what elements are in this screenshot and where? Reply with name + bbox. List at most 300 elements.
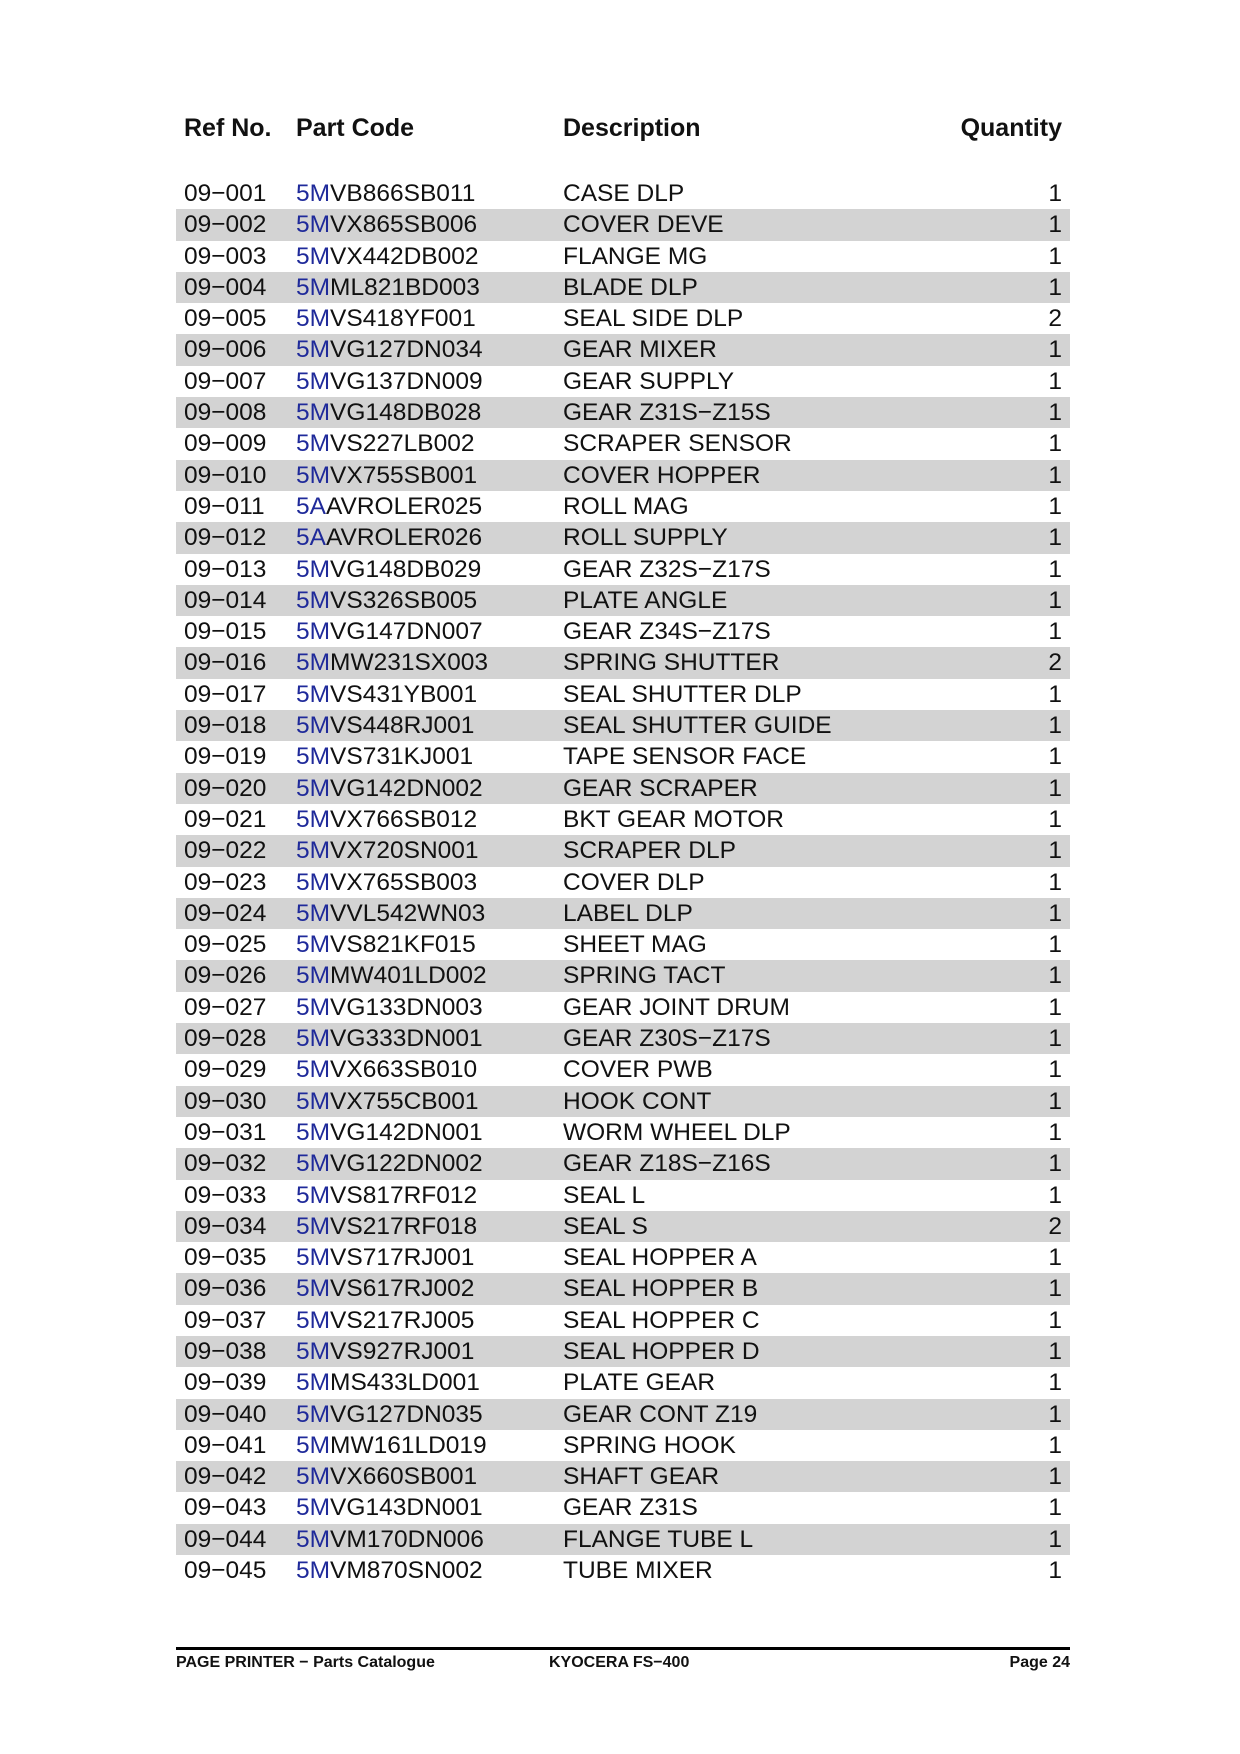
quantity-cell: 1 bbox=[1048, 1337, 1062, 1365]
part-code-cell bbox=[296, 679, 477, 710]
table-row bbox=[176, 428, 1070, 459]
header-description: Description bbox=[563, 114, 701, 142]
part-code-cell bbox=[296, 1524, 484, 1555]
ref-no-cell: 09−042 bbox=[184, 1463, 267, 1491]
table-row bbox=[176, 178, 1070, 209]
description-cell: GEAR Z31S bbox=[563, 1494, 698, 1522]
description-cell: PLATE GEAR bbox=[563, 1369, 716, 1397]
part-code-prefix: 5M bbox=[296, 430, 331, 458]
part-code-cell bbox=[296, 209, 477, 240]
part-code-prefix: 5M bbox=[296, 1494, 331, 1522]
part-code-suffix: AVROLER026 bbox=[325, 524, 483, 552]
part-code-suffix: VG137DN009 bbox=[330, 367, 483, 395]
quantity-cell: 1 bbox=[1048, 805, 1062, 833]
table-row bbox=[176, 992, 1070, 1023]
part-code-prefix: 5M bbox=[296, 837, 331, 865]
part-code-prefix: 5M bbox=[296, 1212, 331, 1240]
description-cell: SEAL HOPPER B bbox=[563, 1275, 759, 1303]
part-code-prefix: 5M bbox=[296, 1244, 331, 1272]
description-cell: GEAR Z30S−Z17S bbox=[563, 1025, 771, 1053]
part-code-suffix: VG333DN001 bbox=[330, 1025, 483, 1053]
part-code-prefix: 5M bbox=[296, 618, 331, 646]
part-code-prefix: 5A bbox=[296, 524, 326, 552]
description-cell: PLATE ANGLE bbox=[563, 586, 728, 614]
table-row bbox=[176, 1367, 1070, 1398]
part-code-cell bbox=[296, 1305, 474, 1336]
table-row bbox=[176, 585, 1070, 616]
part-code-cell bbox=[296, 1367, 480, 1398]
part-code-suffix: VS731KJ001 bbox=[330, 743, 474, 771]
quantity-cell: 1 bbox=[1048, 1369, 1062, 1397]
quantity-cell: 1 bbox=[1048, 492, 1062, 520]
part-code-cell bbox=[296, 1054, 477, 1085]
description-cell: GEAR Z18S−Z16S bbox=[563, 1150, 771, 1178]
part-code-prefix: 5M bbox=[296, 273, 331, 301]
table-row bbox=[176, 491, 1070, 522]
part-code-cell bbox=[296, 741, 473, 772]
table-row bbox=[176, 773, 1070, 804]
part-code-cell bbox=[296, 616, 483, 647]
part-code-suffix: VB866SB011 bbox=[330, 180, 476, 207]
description-cell: SHAFT GEAR bbox=[563, 1463, 720, 1491]
ref-no-cell: 09−013 bbox=[184, 555, 267, 583]
quantity-cell: 1 bbox=[1048, 336, 1062, 364]
ref-no-cell: 09−032 bbox=[184, 1150, 267, 1178]
part-code-suffix: VX765SB003 bbox=[330, 868, 478, 896]
ref-no-cell: 09−004 bbox=[184, 273, 267, 301]
part-code-prefix: 5M bbox=[296, 1525, 331, 1553]
table-row bbox=[176, 1305, 1070, 1336]
part-code-prefix: 5M bbox=[296, 1181, 331, 1209]
description-cell: COVER HOPPER bbox=[563, 461, 761, 489]
part-code-suffix: VG133DN003 bbox=[330, 993, 483, 1021]
ref-no-cell: 09−010 bbox=[184, 461, 267, 489]
part-code-suffix: MW161LD019 bbox=[330, 1431, 487, 1459]
ref-no-cell: 09−024 bbox=[184, 899, 267, 927]
part-code-prefix: 5M bbox=[296, 461, 331, 489]
description-cell: SEAL HOPPER C bbox=[563, 1306, 760, 1334]
part-code-suffix: VM170DN006 bbox=[330, 1525, 484, 1553]
part-code-prefix: 5M bbox=[296, 242, 331, 270]
part-code-cell bbox=[296, 272, 480, 303]
table-row bbox=[176, 241, 1070, 272]
ref-no-cell: 09−007 bbox=[184, 367, 267, 395]
ref-no-cell: 09−011 bbox=[184, 492, 265, 520]
quantity-cell: 1 bbox=[1048, 1400, 1062, 1428]
quantity-cell: 1 bbox=[1048, 1150, 1062, 1178]
table-row bbox=[176, 1336, 1070, 1367]
part-code-cell bbox=[296, 1461, 477, 1492]
table-row bbox=[176, 460, 1070, 491]
description-cell: ROLL SUPPLY bbox=[563, 524, 728, 552]
part-code-cell bbox=[296, 460, 477, 491]
table-row bbox=[176, 272, 1070, 303]
part-code-suffix: VS617RJ002 bbox=[330, 1275, 475, 1303]
quantity-cell: 2 bbox=[1048, 1212, 1062, 1240]
part-code-cell bbox=[296, 1148, 483, 1179]
part-code-prefix: 5M bbox=[296, 555, 331, 583]
quantity-cell: 1 bbox=[1048, 211, 1062, 239]
part-code-cell bbox=[296, 867, 477, 898]
part-code-prefix: 5M bbox=[296, 1463, 331, 1491]
table-row bbox=[176, 1461, 1070, 1492]
quantity-cell: 1 bbox=[1048, 1494, 1062, 1522]
quantity-cell: 1 bbox=[1048, 555, 1062, 583]
quantity-cell: 1 bbox=[1048, 430, 1062, 458]
part-code-suffix: MW401LD002 bbox=[330, 962, 487, 990]
part-code-prefix: 5M bbox=[296, 586, 331, 614]
table-row bbox=[176, 867, 1070, 898]
quantity-cell: 1 bbox=[1048, 618, 1062, 646]
description-cell: SCRAPER DLP bbox=[563, 837, 736, 865]
table-row bbox=[176, 397, 1070, 428]
part-code-suffix: MW231SX003 bbox=[330, 649, 489, 677]
part-code-cell bbox=[296, 366, 483, 397]
quantity-cell: 1 bbox=[1048, 1118, 1062, 1146]
part-code-suffix: VX755SB001 bbox=[330, 461, 478, 489]
ref-no-cell: 09−033 bbox=[184, 1181, 267, 1209]
part-code-suffix: VX442DB002 bbox=[330, 242, 479, 270]
part-code-prefix: 5M bbox=[296, 993, 331, 1021]
ref-no-cell: 09−019 bbox=[184, 743, 267, 771]
ref-no-cell: 09−008 bbox=[184, 399, 267, 427]
part-code-cell bbox=[296, 1273, 474, 1304]
quantity-cell: 1 bbox=[1048, 1431, 1062, 1459]
description-cell: SEAL L bbox=[563, 1181, 646, 1209]
part-code-suffix: VX865SB006 bbox=[330, 211, 478, 239]
ref-no-cell: 09−012 bbox=[184, 524, 267, 552]
quantity-cell: 1 bbox=[1048, 774, 1062, 802]
part-code-suffix: VX660SB001 bbox=[330, 1463, 478, 1491]
ref-no-cell: 09−027 bbox=[184, 993, 267, 1021]
table-row bbox=[176, 960, 1070, 991]
table-row bbox=[176, 1399, 1070, 1430]
table-row bbox=[176, 679, 1070, 710]
quantity-cell: 1 bbox=[1048, 399, 1062, 427]
part-code-cell bbox=[296, 1211, 477, 1242]
description-cell: CASE DLP bbox=[563, 180, 685, 207]
part-code-suffix: VG127DN035 bbox=[330, 1400, 483, 1428]
description-cell: SEAL SIDE DLP bbox=[563, 305, 744, 333]
description-cell: FLANGE MG bbox=[563, 242, 708, 270]
part-code-cell bbox=[296, 1242, 474, 1273]
ref-no-cell: 09−043 bbox=[184, 1494, 267, 1522]
part-code-suffix: VS418YF001 bbox=[330, 305, 476, 333]
quantity-cell: 1 bbox=[1048, 680, 1062, 708]
ref-no-cell: 09−017 bbox=[184, 680, 267, 708]
part-code-suffix: VG122DN002 bbox=[330, 1150, 483, 1178]
quantity-cell: 1 bbox=[1048, 1306, 1062, 1334]
part-code-prefix: 5M bbox=[296, 962, 331, 990]
quantity-cell: 1 bbox=[1048, 1557, 1062, 1585]
part-code-prefix: 5M bbox=[296, 649, 331, 677]
description-cell: SEAL S bbox=[563, 1212, 648, 1240]
part-code-suffix: VS217RF018 bbox=[330, 1212, 478, 1240]
table-row bbox=[176, 1211, 1070, 1242]
description-cell: GEAR SCRAPER bbox=[563, 774, 758, 802]
part-code-cell bbox=[296, 303, 476, 334]
ref-no-cell: 09−041 bbox=[184, 1431, 267, 1459]
part-code-cell bbox=[296, 960, 487, 991]
part-code-suffix: VS431YB001 bbox=[330, 680, 478, 708]
quantity-cell: 2 bbox=[1048, 305, 1062, 333]
part-code-suffix: VVL542WN03 bbox=[330, 899, 486, 927]
part-code-cell bbox=[296, 992, 483, 1023]
description-cell: SEAL SHUTTER DLP bbox=[563, 680, 802, 708]
description-cell: COVER PWB bbox=[563, 1056, 713, 1084]
part-code-suffix: VS717RJ001 bbox=[330, 1244, 475, 1272]
description-cell: FLANGE TUBE L bbox=[563, 1525, 754, 1553]
footer-rule bbox=[176, 1647, 1070, 1650]
part-code-suffix: VS927RJ001 bbox=[330, 1337, 475, 1365]
quantity-cell: 1 bbox=[1048, 461, 1062, 489]
ref-no-cell: 09−039 bbox=[184, 1369, 267, 1397]
quantity-cell: 1 bbox=[1048, 1056, 1062, 1084]
part-code-cell bbox=[296, 178, 475, 209]
ref-no-cell: 09−015 bbox=[184, 618, 267, 646]
part-code-prefix: 5M bbox=[296, 1400, 331, 1428]
header-quantity: Quantity bbox=[960, 114, 1062, 142]
description-cell: BLADE DLP bbox=[563, 273, 698, 301]
footer-model: KYOCERA FS−400 bbox=[549, 1654, 690, 1671]
quantity-cell: 1 bbox=[1048, 524, 1062, 552]
table-row bbox=[176, 1086, 1070, 1117]
description-cell: ROLL MAG bbox=[563, 492, 689, 520]
table-row bbox=[176, 1242, 1070, 1273]
ref-no-cell: 09−021 bbox=[184, 805, 267, 833]
part-code-cell bbox=[296, 554, 481, 585]
part-code-cell bbox=[296, 334, 483, 365]
description-cell: LABEL DLP bbox=[563, 899, 693, 927]
part-code-cell bbox=[296, 397, 481, 428]
quantity-cell: 1 bbox=[1048, 712, 1062, 740]
table-row bbox=[176, 929, 1070, 960]
part-code-suffix: VS326SB005 bbox=[330, 586, 478, 614]
table-row bbox=[176, 366, 1070, 397]
table-row bbox=[176, 209, 1070, 240]
ref-no-cell: 09−037 bbox=[184, 1306, 267, 1334]
quantity-cell: 1 bbox=[1048, 931, 1062, 959]
part-code-cell bbox=[296, 773, 483, 804]
part-code-prefix: 5M bbox=[296, 868, 331, 896]
table-row bbox=[176, 1023, 1070, 1054]
ref-no-cell: 09−005 bbox=[184, 305, 267, 333]
quantity-cell: 1 bbox=[1048, 1025, 1062, 1053]
part-code-cell bbox=[296, 835, 479, 866]
quantity-cell: 1 bbox=[1048, 367, 1062, 395]
quantity-cell: 2 bbox=[1048, 649, 1062, 677]
description-cell: SCRAPER SENSOR bbox=[563, 430, 792, 458]
part-code-prefix: 5M bbox=[296, 1087, 331, 1115]
part-code-cell bbox=[296, 1492, 483, 1523]
table-row bbox=[176, 1524, 1070, 1555]
part-code-prefix: 5M bbox=[296, 211, 331, 239]
part-code-cell bbox=[296, 1430, 487, 1461]
description-cell: SPRING TACT bbox=[563, 962, 726, 990]
quantity-cell: 1 bbox=[1048, 1463, 1062, 1491]
part-code-suffix: VX720SN001 bbox=[330, 837, 479, 865]
part-code-prefix: 5M bbox=[296, 1150, 331, 1178]
table-row bbox=[176, 804, 1070, 835]
table-row bbox=[176, 741, 1070, 772]
ref-no-cell: 09−045 bbox=[184, 1557, 267, 1585]
ref-no-cell: 09−029 bbox=[184, 1056, 267, 1084]
table-row bbox=[176, 1054, 1070, 1085]
description-cell: GEAR Z31S−Z15S bbox=[563, 399, 771, 427]
quantity-cell: 1 bbox=[1048, 899, 1062, 927]
part-code-suffix: VX663SB010 bbox=[330, 1056, 478, 1084]
footer-page-number: Page 24 bbox=[1009, 1654, 1070, 1671]
ref-no-cell: 09−031 bbox=[184, 1118, 267, 1146]
part-code-suffix: VG142DN001 bbox=[330, 1118, 483, 1146]
ref-no-cell: 09−025 bbox=[184, 931, 267, 959]
description-cell: BKT GEAR MOTOR bbox=[563, 805, 784, 833]
description-cell: TAPE SENSOR FACE bbox=[563, 743, 807, 771]
ref-no-cell: 09−016 bbox=[184, 649, 267, 677]
part-code-suffix: VS217RJ005 bbox=[330, 1306, 475, 1334]
description-cell: SEAL HOPPER A bbox=[563, 1244, 757, 1272]
description-cell: GEAR Z32S−Z17S bbox=[563, 555, 771, 583]
part-code-prefix: 5M bbox=[296, 1025, 331, 1053]
part-code-suffix: VS817RF012 bbox=[330, 1181, 478, 1209]
description-cell: SPRING SHUTTER bbox=[563, 649, 780, 677]
part-code-suffix: VM870SN002 bbox=[330, 1557, 483, 1585]
part-code-suffix: VX755CB001 bbox=[330, 1087, 479, 1115]
part-code-cell bbox=[296, 804, 477, 835]
ref-no-cell: 09−034 bbox=[184, 1212, 267, 1240]
quantity-cell: 1 bbox=[1048, 743, 1062, 771]
part-code-suffix: VG147DN007 bbox=[330, 618, 483, 646]
part-code-cell bbox=[296, 1086, 479, 1117]
ref-no-cell: 09−009 bbox=[184, 430, 267, 458]
ref-no-cell: 09−006 bbox=[184, 336, 267, 364]
part-code-prefix: 5M bbox=[296, 336, 331, 364]
quantity-cell: 1 bbox=[1048, 586, 1062, 614]
ref-no-cell: 09−028 bbox=[184, 1025, 267, 1053]
description-cell: GEAR JOINT DRUM bbox=[563, 993, 790, 1021]
part-code-prefix: 5M bbox=[296, 805, 331, 833]
part-code-cell bbox=[296, 1023, 483, 1054]
part-code-suffix: VG148DB029 bbox=[330, 555, 482, 583]
part-code-suffix: VS448RJ001 bbox=[330, 712, 475, 740]
part-code-cell bbox=[296, 710, 474, 741]
part-code-suffix: VG127DN034 bbox=[330, 336, 483, 364]
table-row bbox=[176, 898, 1070, 929]
ref-no-cell: 09−003 bbox=[184, 242, 267, 270]
quantity-cell: 1 bbox=[1048, 1275, 1062, 1303]
part-code-cell bbox=[296, 491, 482, 522]
table-header bbox=[176, 114, 1070, 150]
quantity-cell: 1 bbox=[1048, 1087, 1062, 1115]
part-code-suffix: VG148DB028 bbox=[330, 399, 482, 427]
part-code-prefix: 5M bbox=[296, 1056, 331, 1084]
table-row bbox=[176, 710, 1070, 741]
part-code-suffix: ML821BD003 bbox=[330, 273, 480, 301]
table-row bbox=[176, 522, 1070, 553]
part-code-cell bbox=[296, 1117, 483, 1148]
page-footer bbox=[176, 1654, 1070, 1678]
ref-no-cell: 09−022 bbox=[184, 837, 267, 865]
quantity-cell: 1 bbox=[1048, 962, 1062, 990]
table-row bbox=[176, 1273, 1070, 1304]
description-cell: SEAL HOPPER D bbox=[563, 1337, 760, 1365]
part-code-cell bbox=[296, 1399, 483, 1430]
ref-no-cell: 09−030 bbox=[184, 1087, 267, 1115]
ref-no-cell: 09−035 bbox=[184, 1244, 267, 1272]
part-code-prefix: 5M bbox=[296, 1118, 331, 1146]
description-cell: SEAL SHUTTER GUIDE bbox=[563, 712, 832, 740]
part-code-suffix: VS227LB002 bbox=[330, 430, 475, 458]
part-code-suffix: AVROLER025 bbox=[325, 492, 483, 520]
part-code-suffix: VS821KF015 bbox=[330, 931, 476, 959]
part-code-prefix: 5M bbox=[296, 1369, 331, 1397]
part-code-prefix: 5M bbox=[296, 1337, 331, 1365]
description-cell: TUBE MIXER bbox=[563, 1557, 713, 1585]
part-code-cell bbox=[296, 898, 485, 929]
table-row bbox=[176, 1430, 1070, 1461]
table-row bbox=[176, 303, 1070, 334]
quantity-cell: 1 bbox=[1048, 242, 1062, 270]
quantity-cell: 1 bbox=[1048, 837, 1062, 865]
ref-no-cell: 09−044 bbox=[184, 1525, 267, 1553]
part-code-prefix: 5M bbox=[296, 712, 331, 740]
description-cell: GEAR SUPPLY bbox=[563, 367, 735, 395]
ref-no-cell: 09−023 bbox=[184, 868, 267, 896]
part-code-cell bbox=[296, 585, 477, 616]
parts-table bbox=[176, 178, 1070, 1586]
part-code-cell bbox=[296, 1180, 477, 1211]
ref-no-cell: 09−026 bbox=[184, 962, 267, 990]
part-code-cell bbox=[296, 1555, 483, 1586]
part-code-prefix: 5M bbox=[296, 774, 331, 802]
part-code-suffix: VX766SB012 bbox=[330, 805, 478, 833]
table-row bbox=[176, 554, 1070, 585]
description-cell: WORM WHEEL DLP bbox=[563, 1118, 791, 1146]
header-ref-no: Ref No. bbox=[184, 114, 272, 142]
header-part-code: Part Code bbox=[296, 114, 415, 142]
description-cell: HOOK CONT bbox=[563, 1087, 712, 1115]
table-row bbox=[176, 1555, 1070, 1586]
description-cell: GEAR CONT Z19 bbox=[563, 1400, 758, 1428]
part-code-prefix: 5M bbox=[296, 1431, 331, 1459]
description-cell: COVER DEVE bbox=[563, 211, 724, 239]
table-row bbox=[176, 1148, 1070, 1179]
part-code-cell bbox=[296, 929, 476, 960]
quantity-cell: 1 bbox=[1048, 993, 1062, 1021]
description-cell: GEAR MIXER bbox=[563, 336, 717, 364]
part-code-cell bbox=[296, 1336, 474, 1367]
part-code-prefix: 5M bbox=[296, 1306, 331, 1334]
quantity-cell: 1 bbox=[1048, 868, 1062, 896]
quantity-cell: 1 bbox=[1048, 273, 1062, 301]
part-code-prefix: 5M bbox=[296, 180, 331, 207]
table-row bbox=[176, 1180, 1070, 1211]
part-code-prefix: 5M bbox=[296, 399, 331, 427]
description-cell: SHEET MAG bbox=[563, 931, 707, 959]
ref-no-cell: 09−014 bbox=[184, 586, 267, 614]
quantity-cell: 1 bbox=[1048, 180, 1062, 207]
ref-no-cell: 09−018 bbox=[184, 712, 267, 740]
description-cell: COVER DLP bbox=[563, 868, 705, 896]
ref-no-cell: 09−040 bbox=[184, 1400, 267, 1428]
table-row bbox=[176, 647, 1070, 678]
part-code-cell bbox=[296, 241, 479, 272]
table-row bbox=[176, 334, 1070, 365]
part-code-prefix: 5M bbox=[296, 1275, 331, 1303]
description-cell: SPRING HOOK bbox=[563, 1431, 736, 1459]
part-code-suffix: VG143DN001 bbox=[330, 1494, 483, 1522]
quantity-cell: 1 bbox=[1048, 1525, 1062, 1553]
